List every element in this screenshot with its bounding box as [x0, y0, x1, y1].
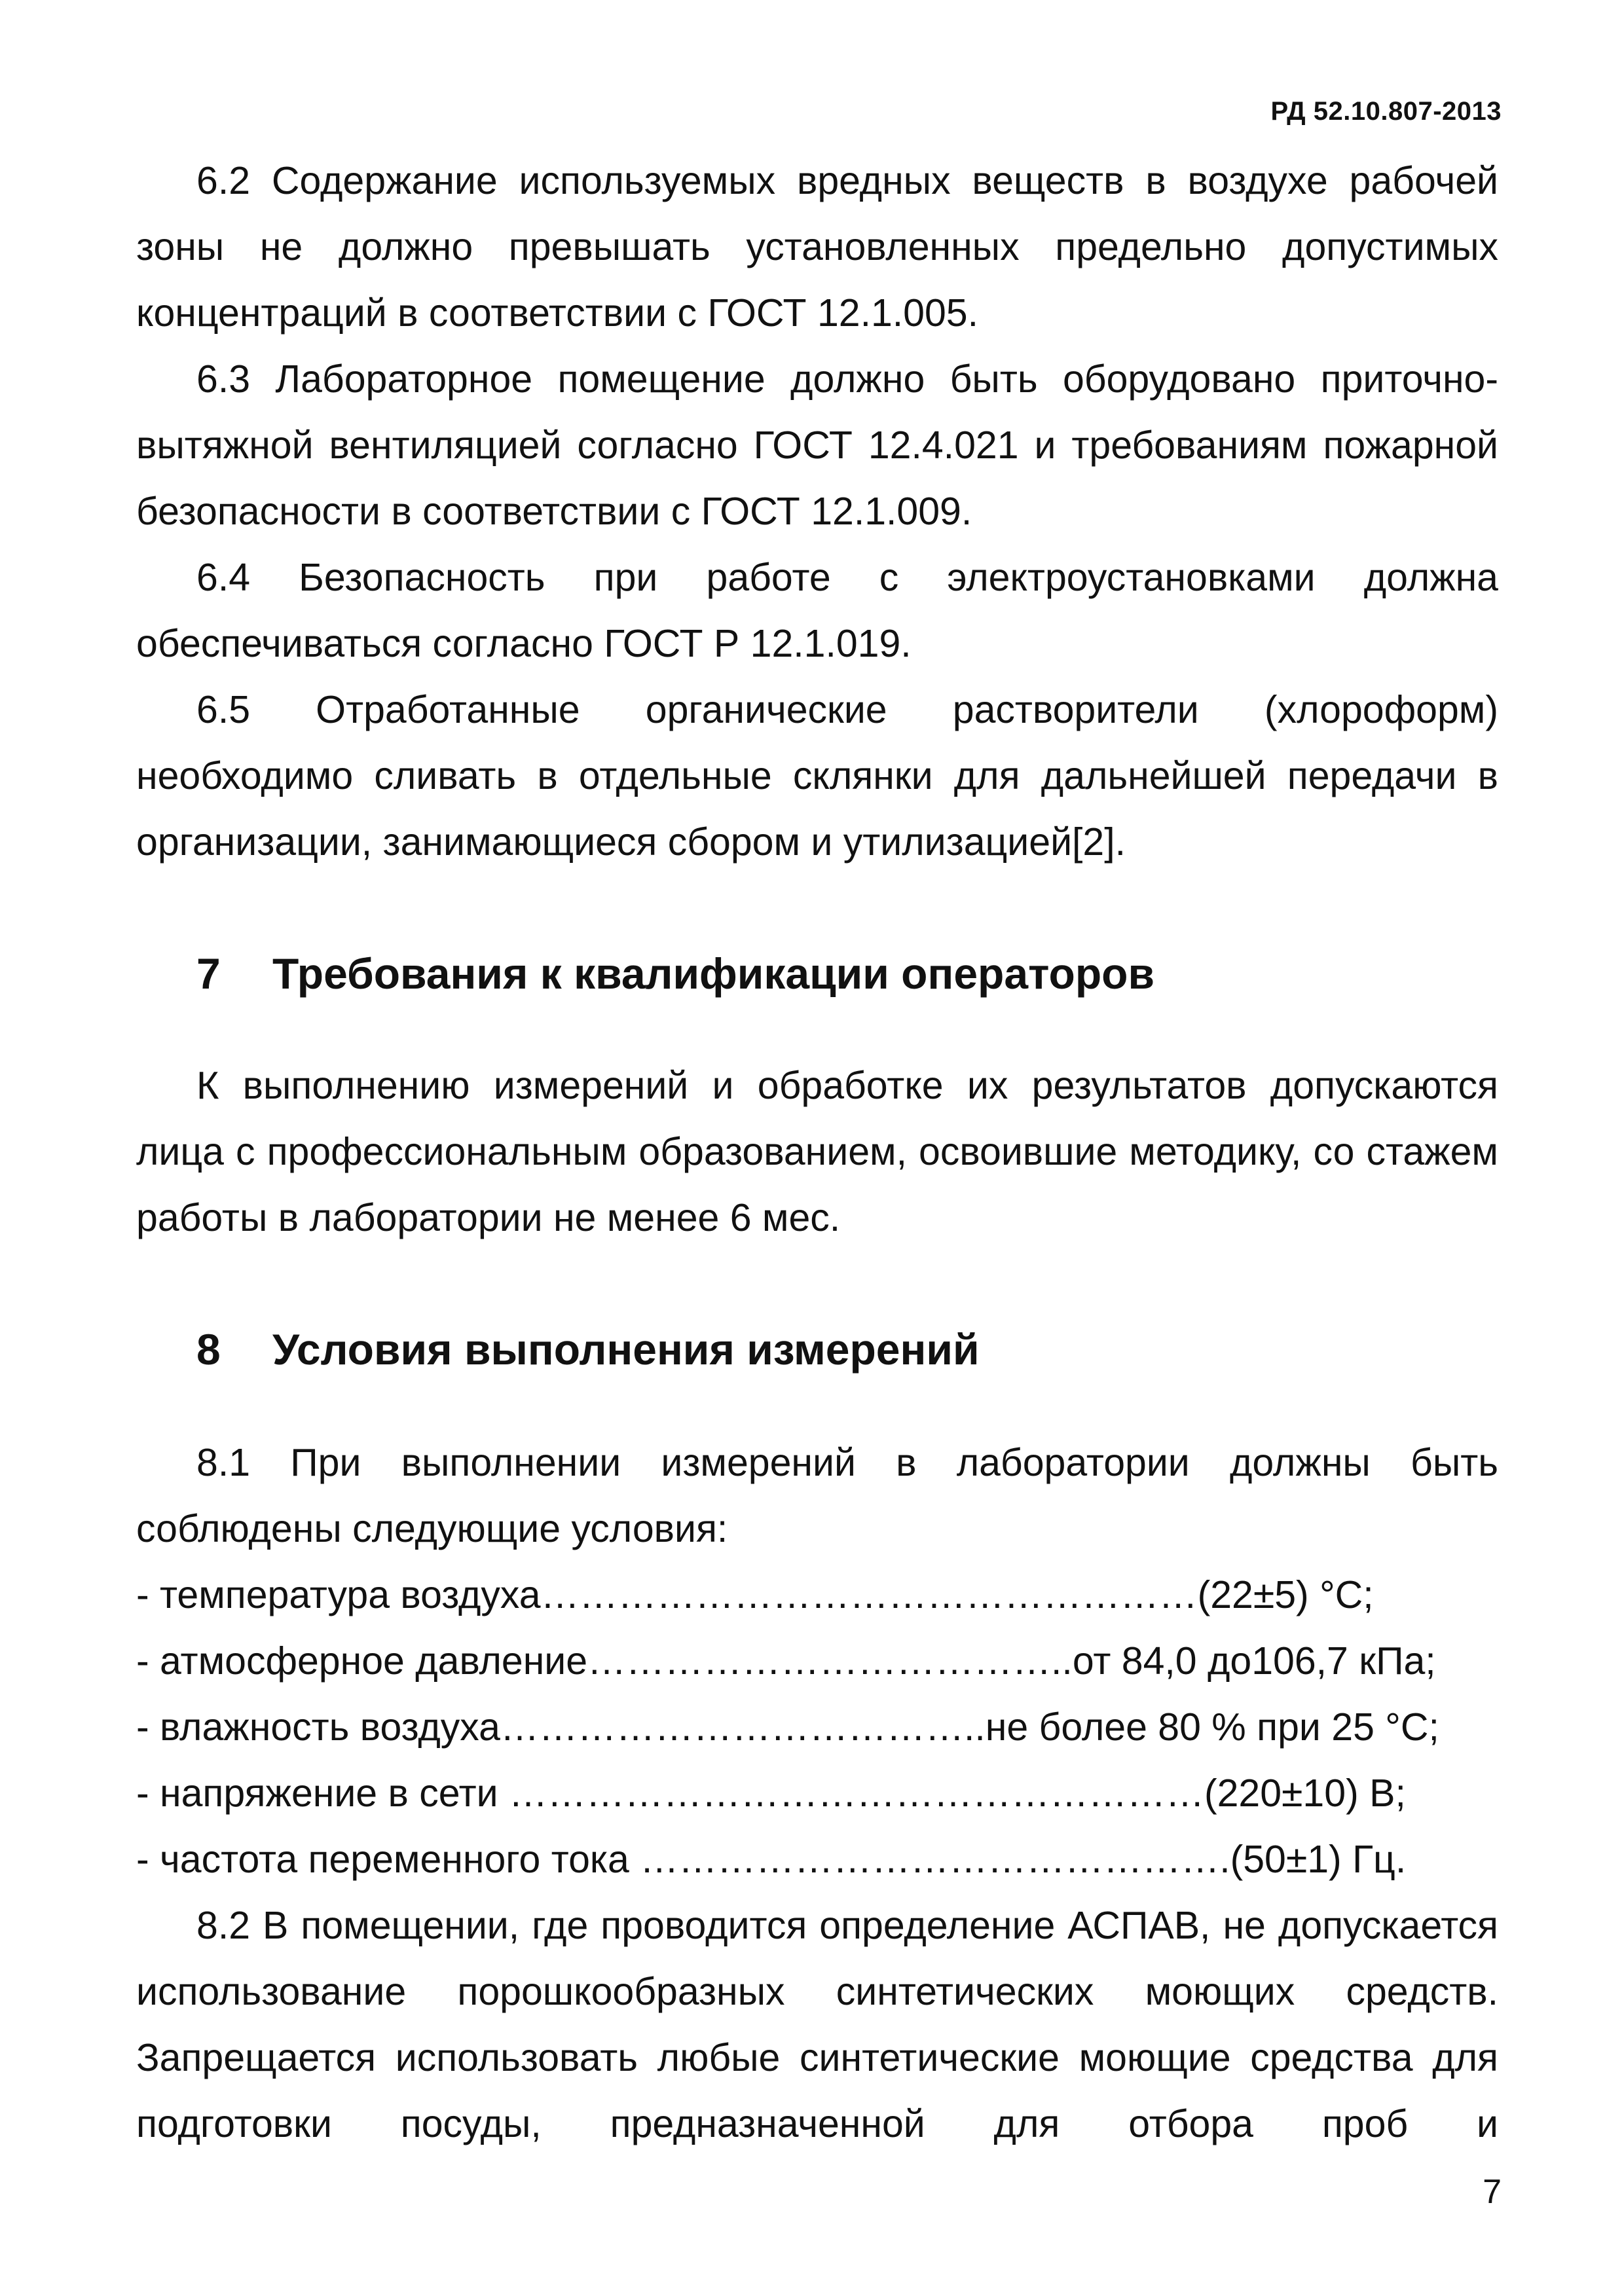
paragraph-7: К выполнению измерений и обработке их результатов допускаются лица с профессиональным образованием, освоившие методику, со стажем работы в лаборатории не менее 6 мес.: [136, 1064, 1498, 1239]
condition-pressure: - атмосферное давление………………………………..от 84,0 до106,7 кПа;: [136, 1639, 1436, 1683]
paragraph-8-1: 8.1 При выполнении измерений в лаборатории должны быть соблюдены следующие условия:: [136, 1441, 1498, 1550]
paragraph-8-2: 8.2 В помещении, где проводится определение АСПАВ, не допускается использование порошкообразных синтетических моющих средств. Запрещается использовать любые синтетические моющие средства для подготовки посуды, предназначенной для отбора проб и: [136, 1904, 1498, 2145]
condition-voltage: - напряжение в сети ………………………………………………(220±10) В;: [136, 1772, 1406, 1815]
paragraph-6-5: 6.5 Отработанные органические растворители (хлороформ) необходимо сливать в отдельные склянки для дальнейшей передачи в организации, занимающиеся сбором и утилизацией[2].: [136, 688, 1498, 864]
section-7-heading: [136, 941, 1498, 1007]
paragraph-6-3: 6.3 Лабораторное помещение должно быть оборудовано приточно-вытяжной вентиляцией согласно ГОСТ 12.4.021 и требованиям пожарной безопасности в соответствии с ГОСТ 12.1.009.: [136, 357, 1498, 533]
section-8-title: Условия выполнения измерений: [272, 1325, 980, 1374]
paragraph-6-2: 6.2 Содержание используемых вредных веществ в воздухе рабочей зоны не должно превышать установленных предельно допустимых концентраций в соответствии с ГОСТ 12.1.005.: [136, 159, 1498, 335]
condition-temperature: - температура воздуха……………………………………………(22±5) °С;: [136, 1573, 1374, 1616]
section-7-number: 7: [196, 949, 221, 998]
section-8-number: 8: [196, 1325, 221, 1374]
condition-frequency: - частота переменного тока ……………………………………….(50±1) Гц.: [136, 1838, 1407, 1881]
page-content: [136, 148, 1498, 2157]
page-number: 7: [1483, 2173, 1502, 2211]
document-code: РД 52.10.807-2013: [1270, 97, 1502, 126]
section-7-title: Требования к квалификации операторов: [272, 949, 1155, 998]
paragraph-6-4: 6.4 Безопасность при работе с электроустановками должна обеспечиваться согласно ГОСТ Р 12.1.019.: [136, 556, 1498, 665]
section-8-heading: [136, 1317, 1498, 1383]
condition-humidity: - влажность воздуха………………………………..не более 80 % при 25 °С;: [136, 1705, 1439, 1749]
